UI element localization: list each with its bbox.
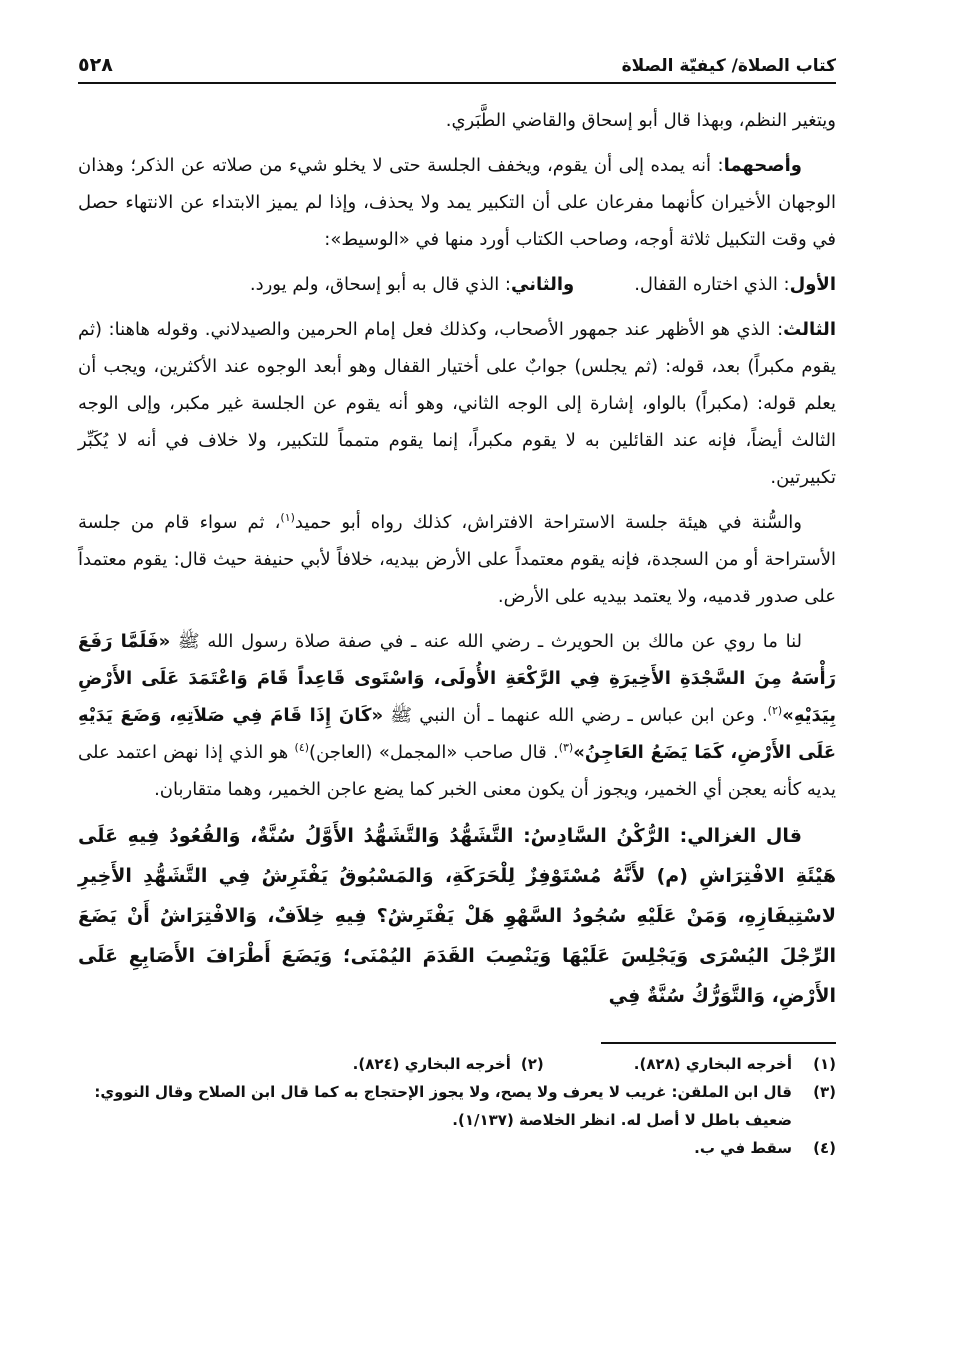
paragraph-1-text: ويتغير النظم، وبهذا قال أبو إسحاق والقاضي الطَّبَري. (445, 110, 836, 131)
paragraph-5-c: . قال صاحب «المجمل» (العاجن) (309, 742, 559, 763)
ghazali-text: قال الغزالي: الرُّكْنُ السَّادِسُ: التَّشَهُّدُ وَالتَّشَهُّدُ الأَوَّلُ سُنَّةٌ، وَالقُعُودُ فِيهِ عَلَى هَيْئَةِ الافْتِرَاشِ (م) لأَنَّهُ مُسْتَوْفِزٌ لِلْحَرَكَةِ، وَالمَسْبُوقُ يَفْتَرِشُ فِي التَّشَهُّدِ الأَخِيرِ لاسْتِيفَازِهِ، وَمَنْ عَلَيْهِ سُجُودُ السَّهْوِ هَلْ يَفْتَرِشُ؟ فِيهِ خِلاَفٌ، وَالافْتِرَاشُ أَنْ يَضَعَ الرِّجْلَ اليُسْرَى وَيَجْلِسَ عَلَيْهَا وَيَنْصِبَ القَدَمَ اليُمْنَى؛ وَيَضَعَ أَطْرَافَ الأَصَابِعِ عَلَى الأَرْضِ، وَالتَّوَرُّكُ سُنَّةٌ فِي (78, 825, 836, 1007)
footnote-1-number: (١) (813, 1055, 836, 1073)
paragraph-1 (78, 102, 836, 139)
main-text (78, 102, 836, 1016)
footnote-2-text: أخرجه البخاري (٨٢٤). (352, 1055, 511, 1073)
opinion-second (250, 266, 574, 303)
opinion-first-text: : الذي اختاره القفال. (634, 274, 790, 295)
paragraph-2-text: : أنه يمده إلى أن يقوم، ويخفف الجلسة حتى لا يخلو شيء من صلاته عن الذكر؛ وهذان الوجهان الأخيران كأنهما مفرعان على أن التكبير يمد ولا يحذف، وإذا لم يميز الابتداء عن الانتهاء حصل في وقت التكبيل ثلاثة أوجه، وصاحب الكتاب أورد منها في «الوسيط»: (78, 155, 836, 250)
paragraph-5-a: لنا ما روي عن مالك بن الحويرث ـ رضي الله عنه ـ في صفة صلاة رسول الله ﷺ (170, 631, 802, 652)
footnote-2-number: (٢) (520, 1055, 544, 1073)
opinion-third-lead: الثالث (783, 319, 836, 340)
opinions-row (78, 266, 836, 303)
footnote-4-number: (٤) (813, 1139, 836, 1157)
footnotes-row-1-2 (78, 1050, 836, 1078)
paragraph-2 (78, 147, 836, 258)
footnote-ref-1: (١) (280, 511, 295, 524)
paragraph-4 (78, 504, 836, 615)
footnote-3 (78, 1078, 836, 1134)
footnote-divider (601, 1042, 836, 1044)
paragraph-4-b: ، ثم سواء قام من جلسة الأستراحة أو من السجدة، فإنه يقوم معتمداً على الأرض بيديه، خلافاً لأبي حنيفة حيث قال: يقوم معتمداً على صدور قدميه، ولا يعتمد بيديه على الأرض. (78, 512, 836, 607)
opinion-first-lead: الأول (789, 274, 836, 295)
footnote-1 (634, 1050, 836, 1078)
footnote-2 (353, 1050, 544, 1078)
book-page (78, 40, 836, 1342)
footnote-3-number: (٣) (813, 1083, 836, 1101)
footnote-1-text: أخرجه البخاري (٨٢٨). (633, 1055, 792, 1073)
running-title: كتاب الصلاة/ كيفيّة الصلاة (621, 56, 836, 76)
footnotes (78, 1050, 836, 1162)
footnote-ref-2: (٢) (767, 704, 783, 717)
paragraph-third (78, 311, 836, 496)
footnote-ref-3: (٣) (558, 741, 574, 754)
footnote-3-text: قال ابن الملقن: غريب لا يعرف ولا يصح، ولا يجوز الإحتجاج به كما قال ابن الصلاح وقال النووي: ضعيف باطل لا أصل له. انظر الخلاصة (١/١٣٧). (94, 1083, 792, 1129)
hadith-quote-1: «فَلَمَّا رَفَعَ رَأْسَهُ مِنَ السَّجْدَةِ الأَخِيرَةِ فِي الرَّكْعَةِ الأُولَى، وَاسْتَوى قَاعِداً قَامَ وَاعْتَمَدَ عَلَى الأَرْضِ بِيَدَيْهِ» (78, 631, 836, 726)
running-header (78, 40, 836, 84)
opinion-third-text: : الذي هو الأظهر عند جمهور الأصحاب، وكذلك فعل إمام الحرمين والصيدلاني. وقوله هاهنا: (ثم يقوم مكبراً) بعد، قوله: (ثم يجلس) جوابٌ على أختيار القفال وهو أبعد الوجوه عند الأكثرين، ويجب أن يعلم قوله: (مكبراً) بالواو، إشارة إلى الوجه الثاني، وهو أنه يقوم عن الجلسة غير مكبر، وإلى الوجه الثالث أيضاً، فإنه عند القائلين به لا يقوم مكبراً، إنما يقوم متمماً للتكبير، ولا خلاف في أنه لا يُكَبِّر تكبيرتين. (78, 319, 836, 488)
paragraph-5-b: . وعن ابن عباس ـ رضي الله عنهما ـ أن النبي ﷺ (383, 705, 768, 726)
footnote-4 (78, 1134, 836, 1162)
paragraph-5 (78, 623, 836, 808)
paragraph-2-lead: وأصحهما (723, 155, 802, 176)
paragraph-4-a: والسُّنة في هيئة جلسة الاستراحة الافتراش، كذلك رواه أبو حميد (294, 512, 802, 533)
page-number: ٥٢٨ (78, 54, 113, 76)
footnote-ref-4: (٤) (294, 741, 310, 754)
footnote-4-text: سقط في ب. (694, 1139, 792, 1157)
opinion-second-text: : الذي قال به أبو إسحاق، ولم يورد. (249, 274, 511, 295)
hadith-quote-2: «كَانَ إِذَا قَامَ فِي صَلاَتِهِ، وَضَعَ يَدَيْهِ عَلَى الأَرْضِ، كَمَا يَضَعُ العَاجِنُ» (78, 705, 837, 763)
opinion-second-lead: والثاني (511, 274, 575, 295)
opinion-first (634, 266, 836, 303)
paragraph-5-d: هو الذي إذا نهض اعتمد على يديه كأنه يعجن أي الخمير، ويجوز أن يكون معنى الخبر كما يضع عاجن الخمير، وهما متقاربان. (78, 742, 836, 800)
